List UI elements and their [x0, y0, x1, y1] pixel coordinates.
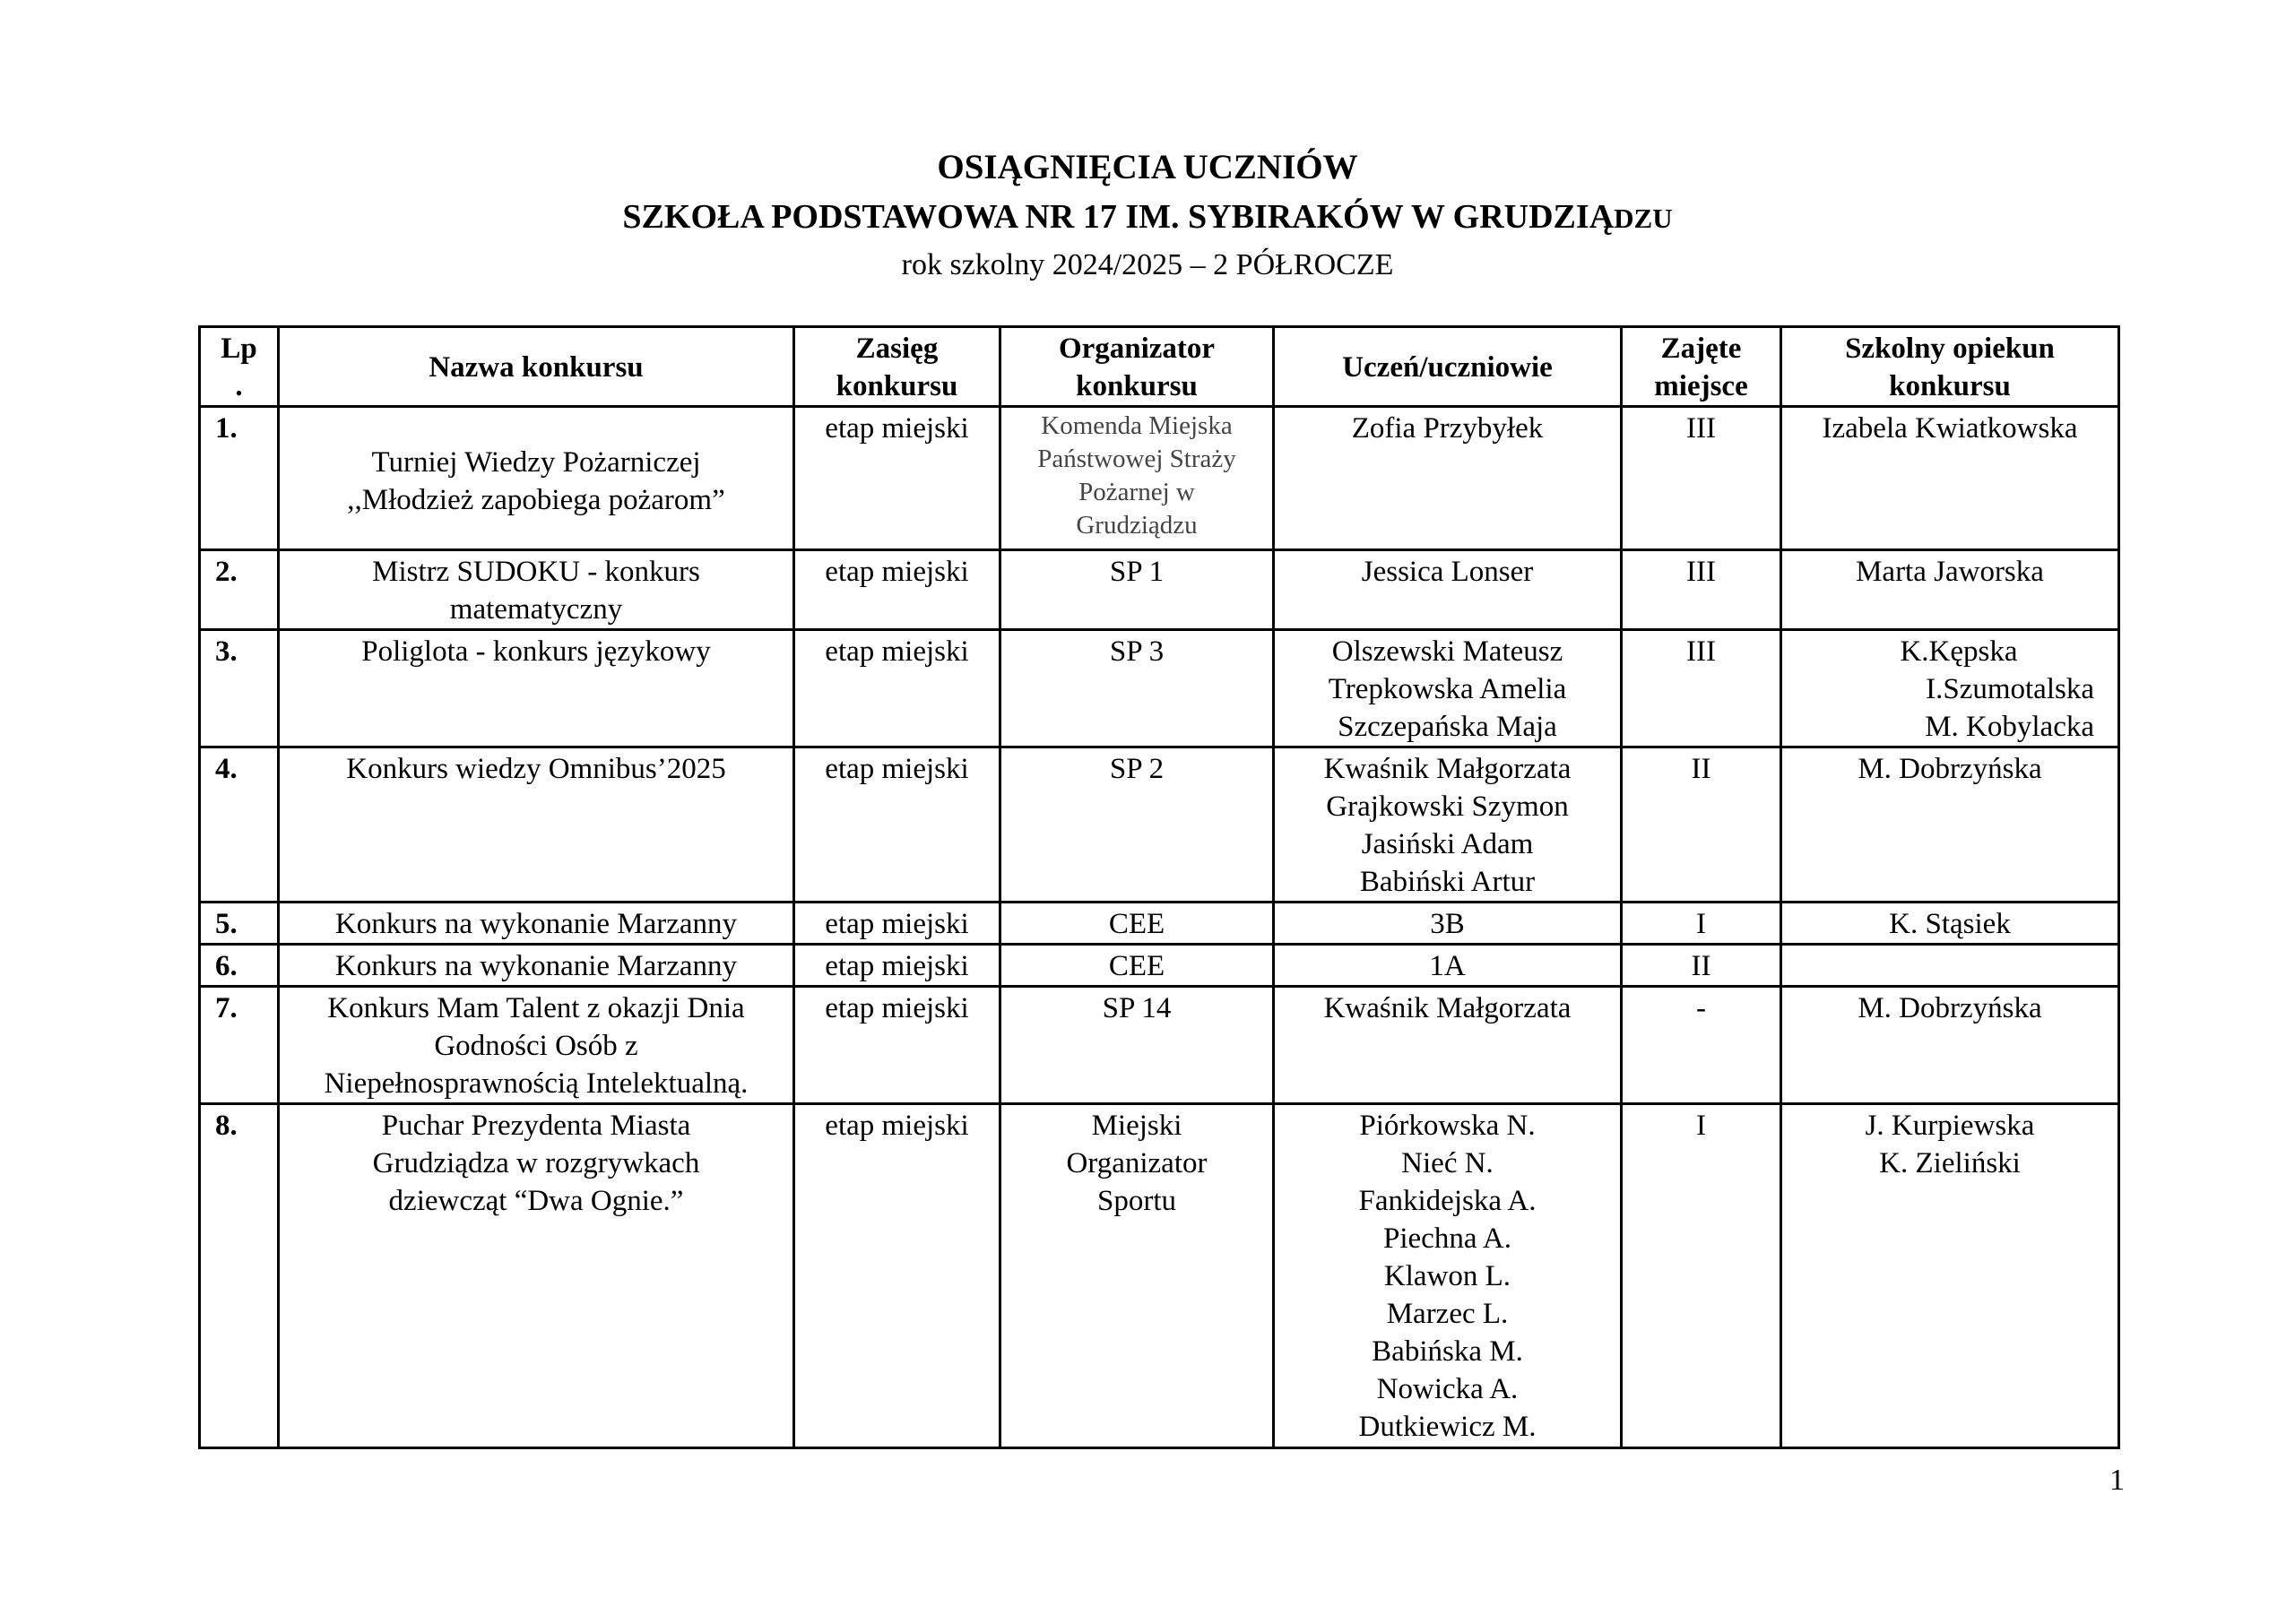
- competition-organizer: SP 1: [1000, 550, 1274, 630]
- competition-organizer: Miejski Organizator Sportu: [1000, 1104, 1274, 1448]
- school-supervisor: K. Stąsiek: [1781, 903, 2119, 945]
- competition-name: Turniej Wiedzy Pożarniczej ,,Młodzież zapobiega pożarom”: [279, 407, 794, 550]
- competition-name: Konkurs na wykonanie Marzanny: [279, 903, 794, 945]
- row-number: 6.: [200, 945, 279, 987]
- competition-name: Konkurs na wykonanie Marzanny: [279, 945, 794, 987]
- competition-organizer: CEE: [1000, 903, 1274, 945]
- students: Piórkowska N. Nieć N. Fankidejska A. Piechna A. Klawon L. Marzec L. Babińska M. Nowicka A. Dutkiewicz M.: [1274, 1104, 1622, 1448]
- row-number: 3.: [200, 630, 279, 747]
- school-supervisor: [1781, 630, 2119, 747]
- place-taken: III: [1622, 407, 1781, 550]
- table-row: [200, 945, 2119, 987]
- supervisor-line: M. Kobylacka: [1925, 711, 2094, 743]
- row-number: 7.: [200, 987, 279, 1104]
- school-supervisor: [1781, 945, 2119, 987]
- table-row: [200, 407, 2119, 550]
- competition-scope: etap miejski: [794, 550, 1000, 630]
- school-supervisor: M. Dobrzyńska: [1781, 747, 2119, 903]
- page-number: 1: [2109, 1464, 2125, 1497]
- school-supervisor: Izabela Kwiatkowska: [1781, 407, 2119, 550]
- table-row: [200, 630, 2119, 747]
- students: 3B: [1274, 903, 1622, 945]
- table-row: [200, 1104, 2119, 1448]
- students: Kwaśnik Małgorzata Grajkowski Szymon Jasiński Adam Babiński Artur: [1274, 747, 1622, 903]
- column-header-name: Nazwa konkursu: [279, 327, 794, 407]
- competition-scope: etap miejski: [794, 407, 1000, 550]
- school-supervisor: J. Kurpiewska K. Zieliński: [1781, 1104, 2119, 1448]
- document-title: OSIĄGNIĘCIA UCZNIÓW: [937, 148, 1358, 186]
- column-header-scope: Zasięg konkursu: [794, 327, 1000, 407]
- place-taken: I: [1622, 903, 1781, 945]
- document-header: [0, 142, 2295, 287]
- place-taken: I: [1622, 1104, 1781, 1448]
- table-row: [200, 903, 2119, 945]
- row-number: 8.: [200, 1104, 279, 1448]
- competition-organizer: Komenda Miejska Państwowej Straży Pożarnej w Grudziądzu: [1000, 407, 1274, 550]
- achievements-table: [198, 325, 2120, 1449]
- place-taken: II: [1622, 945, 1781, 987]
- competition-scope: etap miejski: [794, 903, 1000, 945]
- competition-organizer: SP 3: [1000, 630, 1274, 747]
- row-number: 1.: [200, 407, 279, 550]
- school-supervisor: M. Dobrzyńska: [1781, 987, 2119, 1104]
- column-header-lp: Lp .: [200, 327, 279, 407]
- supervisor-line: I.Szumotalska: [1926, 673, 2094, 705]
- competition-scope: etap miejski: [794, 630, 1000, 747]
- competition-scope: etap miejski: [794, 1104, 1000, 1448]
- row-number: 4.: [200, 747, 279, 903]
- place-taken: -: [1622, 987, 1781, 1104]
- table-header-row: [200, 327, 2119, 407]
- competition-organizer: CEE: [1000, 945, 1274, 987]
- school-name-tail: DZU: [1614, 203, 1673, 234]
- students: Kwaśnik Małgorzata: [1274, 987, 1622, 1104]
- supervisor-line: K.Kępska: [1900, 635, 2018, 668]
- row-number: 2.: [200, 550, 279, 630]
- school-supervisor: Marta Jaworska: [1781, 550, 2119, 630]
- students: Zofia Przybyłek: [1274, 407, 1622, 550]
- table-row: [200, 747, 2119, 903]
- students: 1A: [1274, 945, 1622, 987]
- column-header-teacher: Szkolny opiekun konkursu: [1781, 327, 2119, 407]
- students: Jessica Lonser: [1274, 550, 1622, 630]
- competition-name: Puchar Prezydenta Miasta Grudziądza w rozgrywkach dziewcząt “Dwa Ognie.”: [279, 1104, 794, 1448]
- column-header-place: Zajęte miejsce: [1622, 327, 1781, 407]
- table-row: [200, 550, 2119, 630]
- place-taken: II: [1622, 747, 1781, 903]
- competition-name: Konkurs Mam Talent z okazji Dnia Godności Osób z Niepełnosprawnością Intelektualną.: [279, 987, 794, 1104]
- competition-organizer: SP 2: [1000, 747, 1274, 903]
- school-name: [0, 194, 2295, 242]
- students: Olszewski Mateusz Trepkowska Amelia Szczepańska Maja: [1274, 630, 1622, 747]
- column-header-students: Uczeń/uczniowie: [1274, 327, 1622, 407]
- competition-name: Poliglota - konkurs językowy: [279, 630, 794, 747]
- competition-scope: etap miejski: [794, 747, 1000, 903]
- place-taken: III: [1622, 630, 1781, 747]
- column-header-organizer: Organizator konkursu: [1000, 327, 1274, 407]
- place-taken: III: [1622, 550, 1781, 630]
- school-year-subtitle: rok szkolny 2024/2025 – 2 PÓŁROCZE: [901, 248, 1394, 281]
- competition-organizer: SP 14: [1000, 987, 1274, 1104]
- competition-scope: etap miejski: [794, 945, 1000, 987]
- competition-name: Mistrz SUDOKU - konkurs matematyczny: [279, 550, 794, 630]
- competition-scope: etap miejski: [794, 987, 1000, 1104]
- row-number: 5.: [200, 903, 279, 945]
- competition-name: Konkurs wiedzy Omnibus’2025: [279, 747, 794, 903]
- table-row: [200, 987, 2119, 1104]
- school-name-main: SZKOŁA PODSTAWOWA NR 17 IM. SYBIRAKÓW W GRUDZIĄ: [622, 198, 1615, 236]
